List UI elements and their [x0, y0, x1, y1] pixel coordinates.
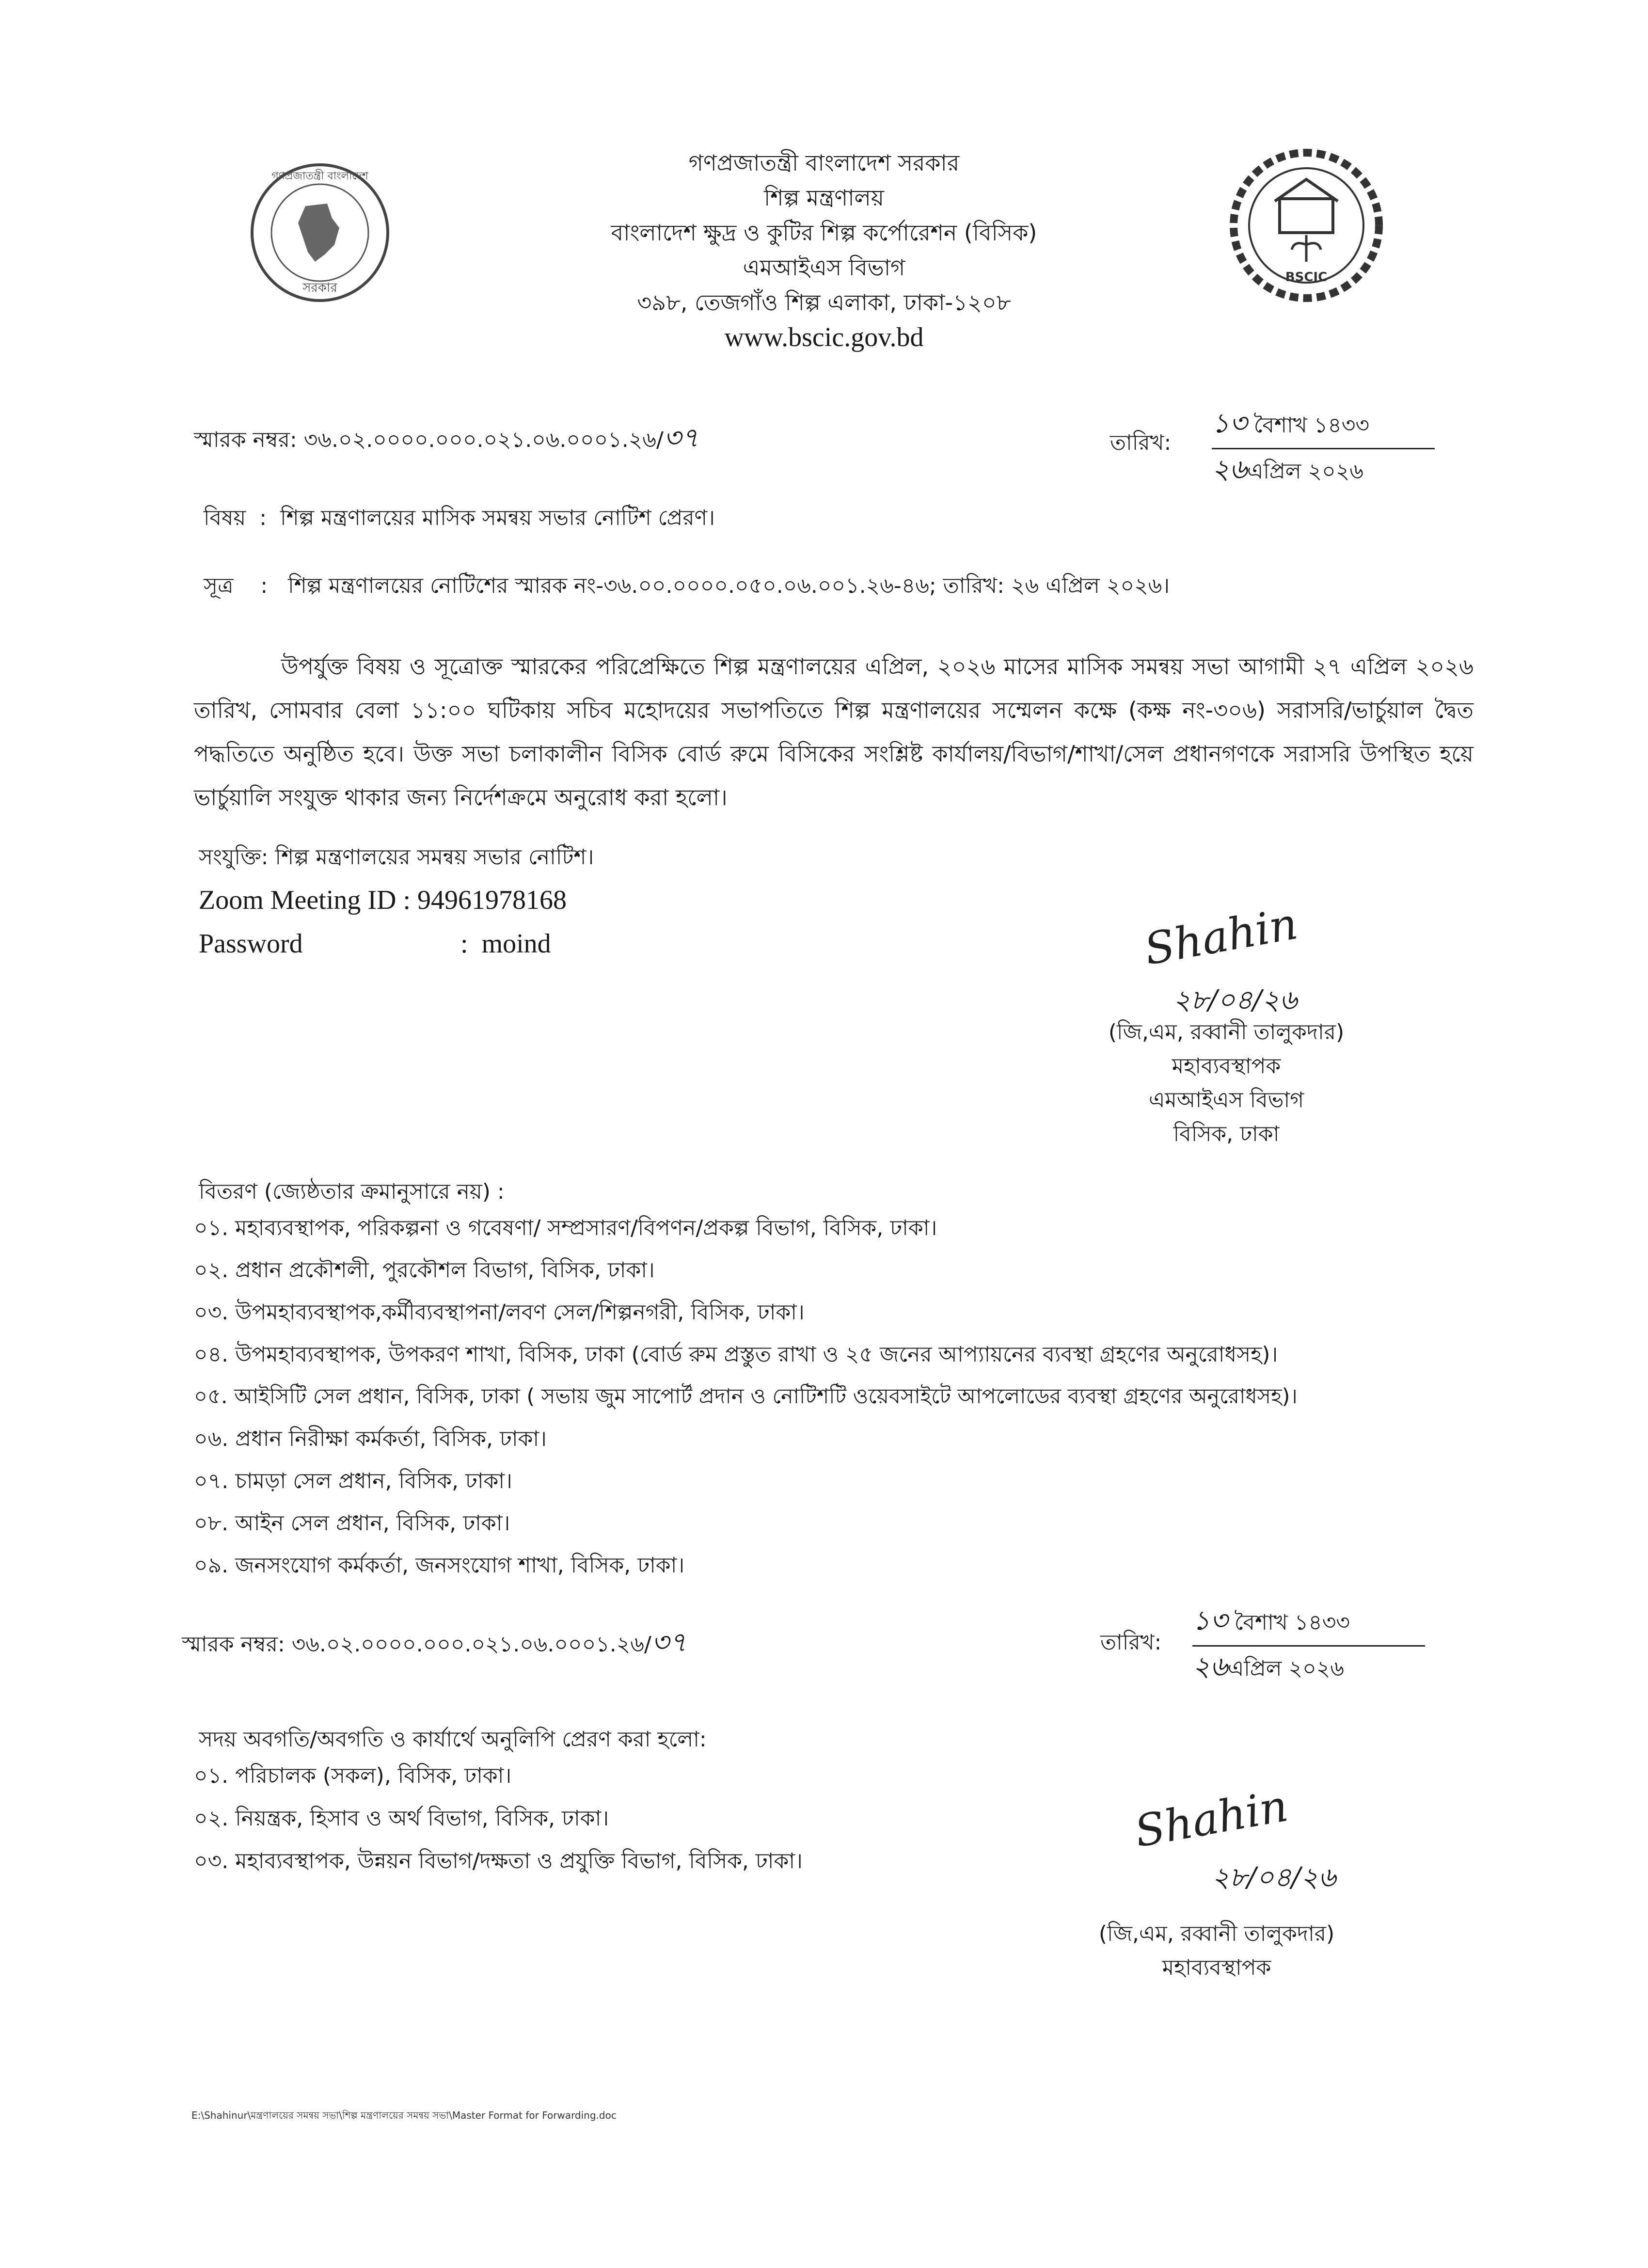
header-address: ৩৯৮, তেজগাঁও শিল্প এলাকা, ঢাকা-১২০৮: [637, 289, 1011, 316]
header-division: এমআইএস বিভাগ: [743, 254, 905, 281]
list-item: ০৮. আইন সেল প্রধান, বিসিক, ঢাকা।: [194, 1511, 510, 1536]
seal-text-bottom: সরকার: [302, 281, 337, 295]
distribution-heading: বিতরণ (জ্যেষ্ঠতার ক্রমানুসারে নয়) :: [199, 1179, 505, 1204]
list-item: ০৪. উপমহাব্যবস্থাপক, উপকরণ শাখা, বিসিক, ঢাকা (বোর্ড রুম প্রস্তুত রাখা ও ২৫ জনের আপ্যায়নের ব্যবস্থা গ্রহণের অনুরোধসহ)।: [194, 1342, 1278, 1367]
signatory-1-name: (জি,এম, রব্বানী তালুকদার): [1108, 1020, 1345, 1045]
zoom-meeting-id: Zoom Meeting ID : 94961978168: [199, 885, 567, 915]
header-gov: গণপ্রজাতন্ত্রী বাংলাদেশ সরকার: [688, 150, 960, 176]
memo2-date-label: তারিখ:: [1100, 1630, 1162, 1655]
signature-1: Shahin: [1141, 898, 1301, 975]
memo1-date-en: ২৬এপ্রিল ২০২৬: [1212, 454, 1363, 485]
seal-text-top: গণপ্রজাতন্ত্রী বাংলাদেশ: [271, 170, 368, 182]
logo-text: BSCIC: [1285, 270, 1328, 285]
signatory-1-org: বিসিক, ঢাকা: [1173, 1122, 1280, 1146]
header-ministry: শিল্প মন্ত্রণালয়: [764, 185, 884, 211]
footer-file-path: E:\Shahinur\মন্ত্রণালয়ের সমন্বয় সভা\শিল্প মন্ত্রণালয়ের সমন্বয় সভা\Master Format for Forwarding.doc: [191, 2109, 617, 2121]
memo1-date-bn: ১৩ বৈশাখ ১৪৩৩: [1212, 402, 1435, 449]
header-corp: বাংলাদেশ ক্ষুদ্র ও কুটির শিল্প কর্পোরেশন (বিসিক): [611, 220, 1037, 246]
memo2-date-bn: ১৩ বৈশাখ ১৪৩৩: [1192, 1600, 1425, 1647]
memo1-ref-suffix: ৩৭: [663, 422, 699, 454]
signatory-2: [1047, 1917, 1386, 1985]
list-item: ০৭. চামড়া সেল প্রধান, বিসিক, ঢাকা।: [194, 1469, 512, 1493]
source-reference: সূত্র : শিল্প মন্ত্রণালয়ের নোটিশের স্মারক নং-৩৬.০০.০০০০.০৫০.০৬.০০১.২৬-৪৬; তারিখ: ২৬ এপ্রিল ২০২৬।: [204, 573, 1170, 598]
list-item: ০১. পরিচালক (সকল), বিসিক, ঢাকা।: [194, 1763, 512, 1788]
list-item: ০৫. আইসিটি সেল প্রধান, বিসিক, ঢাকা ( সভায় জুম সাপোর্ট প্রদান ও নোটিশটি ওয়েবসাইটে আপলোডের ব্যবস্থা গ্রহণের অনুরোধসহ)।: [194, 1384, 1298, 1409]
copy-list: [194, 1755, 803, 1883]
list-item: ০১. মহাব্যবস্থাপক, পরিকল্পনা ও গবেষণা/ সম্প্রসারণ/বিপণন/প্রকল্প বিভাগ, বিসিক, ঢাকা।: [194, 1216, 937, 1240]
list-item: ০৯. জনসংযোগ কর্মকর্তা, জনসংযোগ শাখা, বিসিক, ঢাকা।: [194, 1553, 685, 1578]
attachment: সংযুক্তি: শিল্প মন্ত্রণালয়ের সমন্বয় সভার নোটিশ।: [199, 845, 594, 870]
memo1-date-label: তারিখ:: [1110, 430, 1172, 455]
list-item: ০৩. উপমহাব্যবস্থাপক,কর্মীব্যবস্থাপনা/লবণ সেল/শিল্পনগরী, বিসিক, ঢাকা।: [194, 1300, 805, 1325]
header-website[interactable]: www.bscic.gov.bd: [724, 322, 924, 352]
signatory-2-designation: মহাব্যবস্থাপক: [1162, 1955, 1271, 1980]
distribution-list: [194, 1207, 1298, 1586]
signatory-1: [1057, 1015, 1396, 1151]
zoom-password: : moind: [460, 929, 551, 959]
signatory-1-division: এমআইএস বিভাগ: [1148, 1088, 1304, 1112]
list-item: ০২. নিয়ন্ত্রক, হিসাব ও অর্থ বিভাগ, বিসিক, ঢাকা।: [194, 1806, 609, 1831]
signatory-1-designation: মহাব্যবস্থাপক: [1172, 1054, 1281, 1078]
signatory-2-name: (জি,এম, রব্বানী তালুকদার): [1098, 1921, 1335, 1946]
subject: বিষয় : শিল্প মন্ত্রণালয়ের মাসিক সমন্বয় সভার নোটিশ প্রেরণ।: [204, 506, 715, 530]
copy-heading: সদয় অবগতি/অবগতি ও কার্যার্থে অনুলিপি প্রেরণ করা হলো:: [199, 1727, 707, 1752]
list-item: ০৬. প্রধান নিরীক্ষা কর্মকর্তা, বিসিক, ঢাকা।: [194, 1427, 547, 1451]
list-item: ০৩. মহাব্যবস্থাপক, উন্নয়ন বিভাগ/দক্ষতা ও প্রযুক্তি বিভাগ, বিসিক, ঢাকা।: [194, 1849, 803, 1873]
memo1-ref: স্মারক নম্বর: ৩৬.০২.০০০০.০০০.০২১.০৬.০০০১.২৬/৩৭: [194, 422, 699, 454]
body-paragraph: উপর্যুক্ত বিষয় ও সূত্রোক্ত স্মারকের পরিপ্রেক্ষিতে শিল্প মন্ত্রণালয়ের এপ্রিল, ২০২৬ মাসের মাসিক সমন্বয় সভা আগামী ২৭ এপ্রিল ২০২৬ তারিখ, সোমবার বেলা ১১:০০ ঘটিকায় সচিব মহোদয়ের সভাপতিতে শিল্প মন্ত্রণালয়ের সম্মেলন কক্ষে (কক্ষ নং-৩০৬) সরাসরি/ভার্চুয়াল দ্বৈত পদ্ধতিতে অনুষ্ঠিত হবে। উক্ত সভা চলাকালীন বিসিক বোর্ড রুমে বিসিকের সংশ্লিষ্ট কার্যালয়/বিভাগ/শাখা/সেল প্রধানগণকে সরাসরি উপস্থিত হয়ে ভার্চুয়ালি সংযুক্ত থাকার জন্য নির্দেশক্রমে অনুরোধ করা হলো।: [194, 653, 1474, 810]
memo2-date-en: ২৬এপ্রিল ২০২৬: [1192, 1651, 1344, 1682]
memo2-ref: স্মারক নম্বর: ৩৬.০২.০০০০.০০০.০২১.০৬.০০০১.২৬/৩৭: [182, 1627, 687, 1658]
signature-1-date: ২৮/০৪/২৬: [1173, 984, 1298, 1016]
list-item: ০২. প্রধান প্রকৌশলী, পুরকৌশল বিভাগ, বিসিক, ঢাকা।: [194, 1258, 655, 1283]
signature-2-date: ২৮/০৪/২৬: [1212, 1862, 1336, 1893]
signature-2: Shahin: [1131, 1780, 1292, 1857]
zoom-password-label: Password: [199, 929, 303, 959]
